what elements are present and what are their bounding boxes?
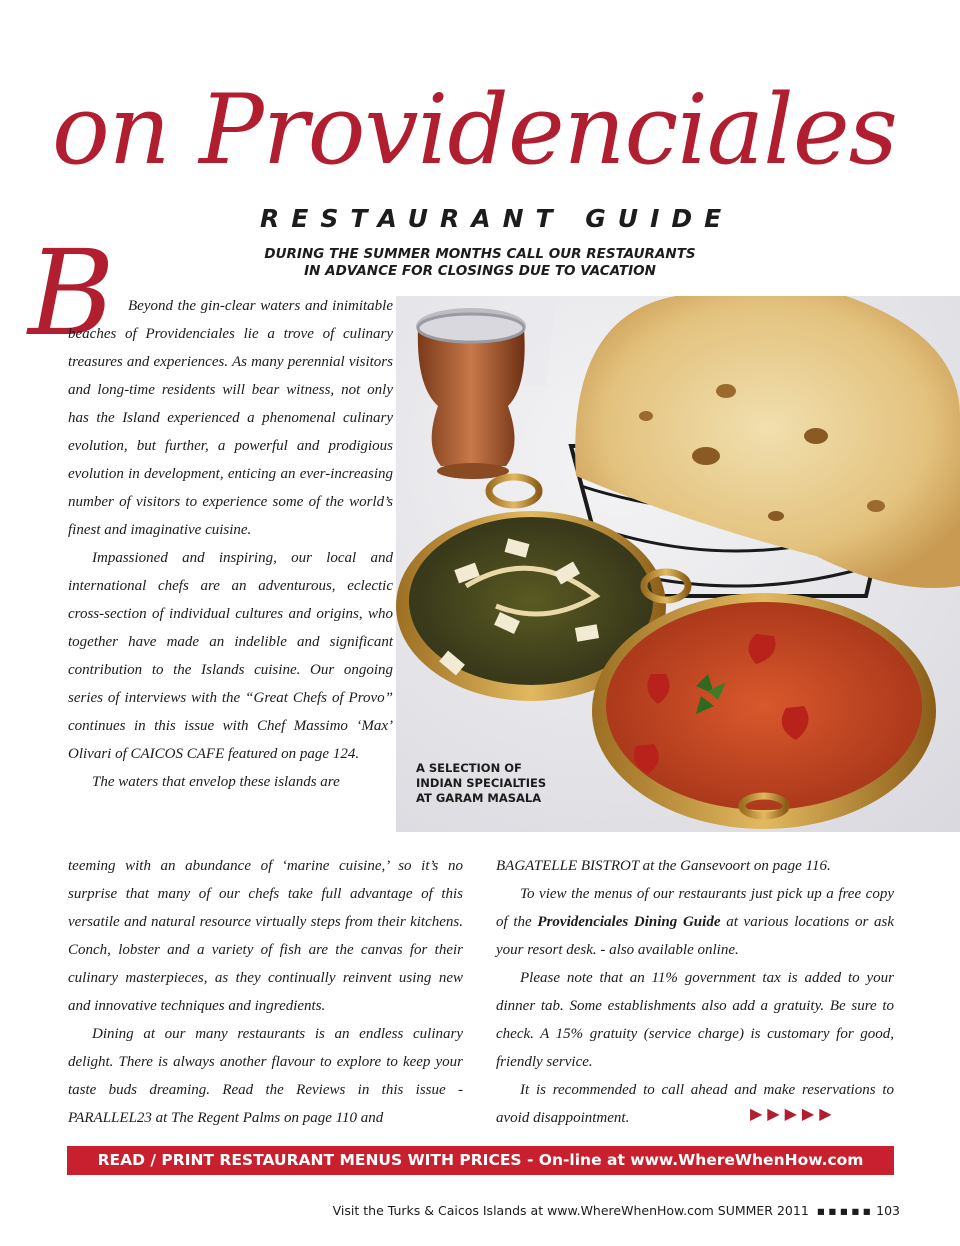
footer-separator: ▪▪▪▪▪ [816,1203,875,1218]
dining-guide-title: Providenciales Dining Guide [537,914,721,930]
paragraph-menus [496,880,894,964]
photo-caption [416,761,566,806]
paragraph-chefs: Impassioned and inspiring, our local and international chefs are an adventurous, eclectic cross-section of individual cultures and origins, who together have made an indelible and significant contribution to the Islands cuisine. Our ongoing series of interviews with the “Great Chefs of Provo” continues in this issue with Chef Massimo ‘Max’ Olivari of CAICOS CAFE featured on page 124. [68,550,393,762]
caption-line-2: INDIAN SPECIALTIES [416,776,547,790]
article-column-right [496,852,894,1132]
vacation-notice [230,246,730,280]
notice-line-2: IN ADVANCE FOR CLOSINGS DUE TO VACATION [304,263,656,279]
menus-text-after: at various locations or ask your resort desk. - also available online. [496,914,894,958]
page-number: 103 [876,1203,900,1218]
paragraph-dining-cont: BAGATELLE BISTROT at the Gansevoort on page 116. [496,858,831,874]
paragraph-tax: Please note that an 11% government tax is added to your dinner tab. Some establishments also add a gratuity. Be sure to check. A 15% gratuity (service charge) is customary for good, friendly service. [496,970,894,1070]
section-subtitle: RESTAURANT GUIDE [260,204,734,233]
caption-line-3: AT GARAM MASALA [416,791,542,805]
footer-text: Visit the Turks & Caicos Islands at www.WhereWhenHow.com SUMMER 2011 [332,1203,809,1218]
paragraph-reservations: It is recommended to call ahead and make reservations to avoid disappointment. [496,1082,894,1126]
menus-text-before: To view the menus of our restaurants just pick up a free copy of the [496,886,894,930]
drop-cap: B [28,224,115,362]
food-photo [396,296,960,832]
continue-arrows-icon: ▶▶▶▶▶ [750,1104,837,1123]
notice-line-1: DURING THE SUMMER MONTHS CALL OUR RESTAURANTS [264,246,696,262]
page-title: on Providenciales [52,74,897,186]
caption-line-1: A SELECTION OF [416,761,522,775]
paragraph-dining: Dining at our many restaurants is an endless culinary delight. There is always another flavour to explore to keep your taste buds dreaming. Read the Reviews in this issue - PARALLEL23 at The Regent Palms on page 110 and [68,1026,463,1126]
paragraph-waters: teeming with an abundance of ‘marine cuisine,’ so it’s no surprise that many of our chefs take full advantage of this versatile and natural resource virtually steps from their kitchens. Conch, lobster and a variety of fish are the canvas for their culinary masterpieces, as they continually reinvent using new and innovative techniques and ingredients. [68,858,463,1014]
article-column-left-bottom [68,852,463,1132]
page-footer [240,1203,900,1218]
paragraph-waters-start: The waters that envelop these islands are [92,774,340,790]
paragraph-intro: Beyond the gin-clear waters and inimitable beaches of Providenciales lie a trove of culinary treasures and experiences. As many perennial visitors and long-time residents will bear witness, not only has the Island experienced a phenomenal culinary evolution, but further, a powerful and prodigious evolution in development, enticing an ever-increasing number of visitors to experience some of the world’s finest and imaginative cuisine. [68,298,393,538]
article-column-left-top [68,292,393,796]
online-menus-banner[interactable]: READ / PRINT RESTAURANT MENUS WITH PRICES - On-line at www.WhereWhenHow.com [67,1146,894,1175]
